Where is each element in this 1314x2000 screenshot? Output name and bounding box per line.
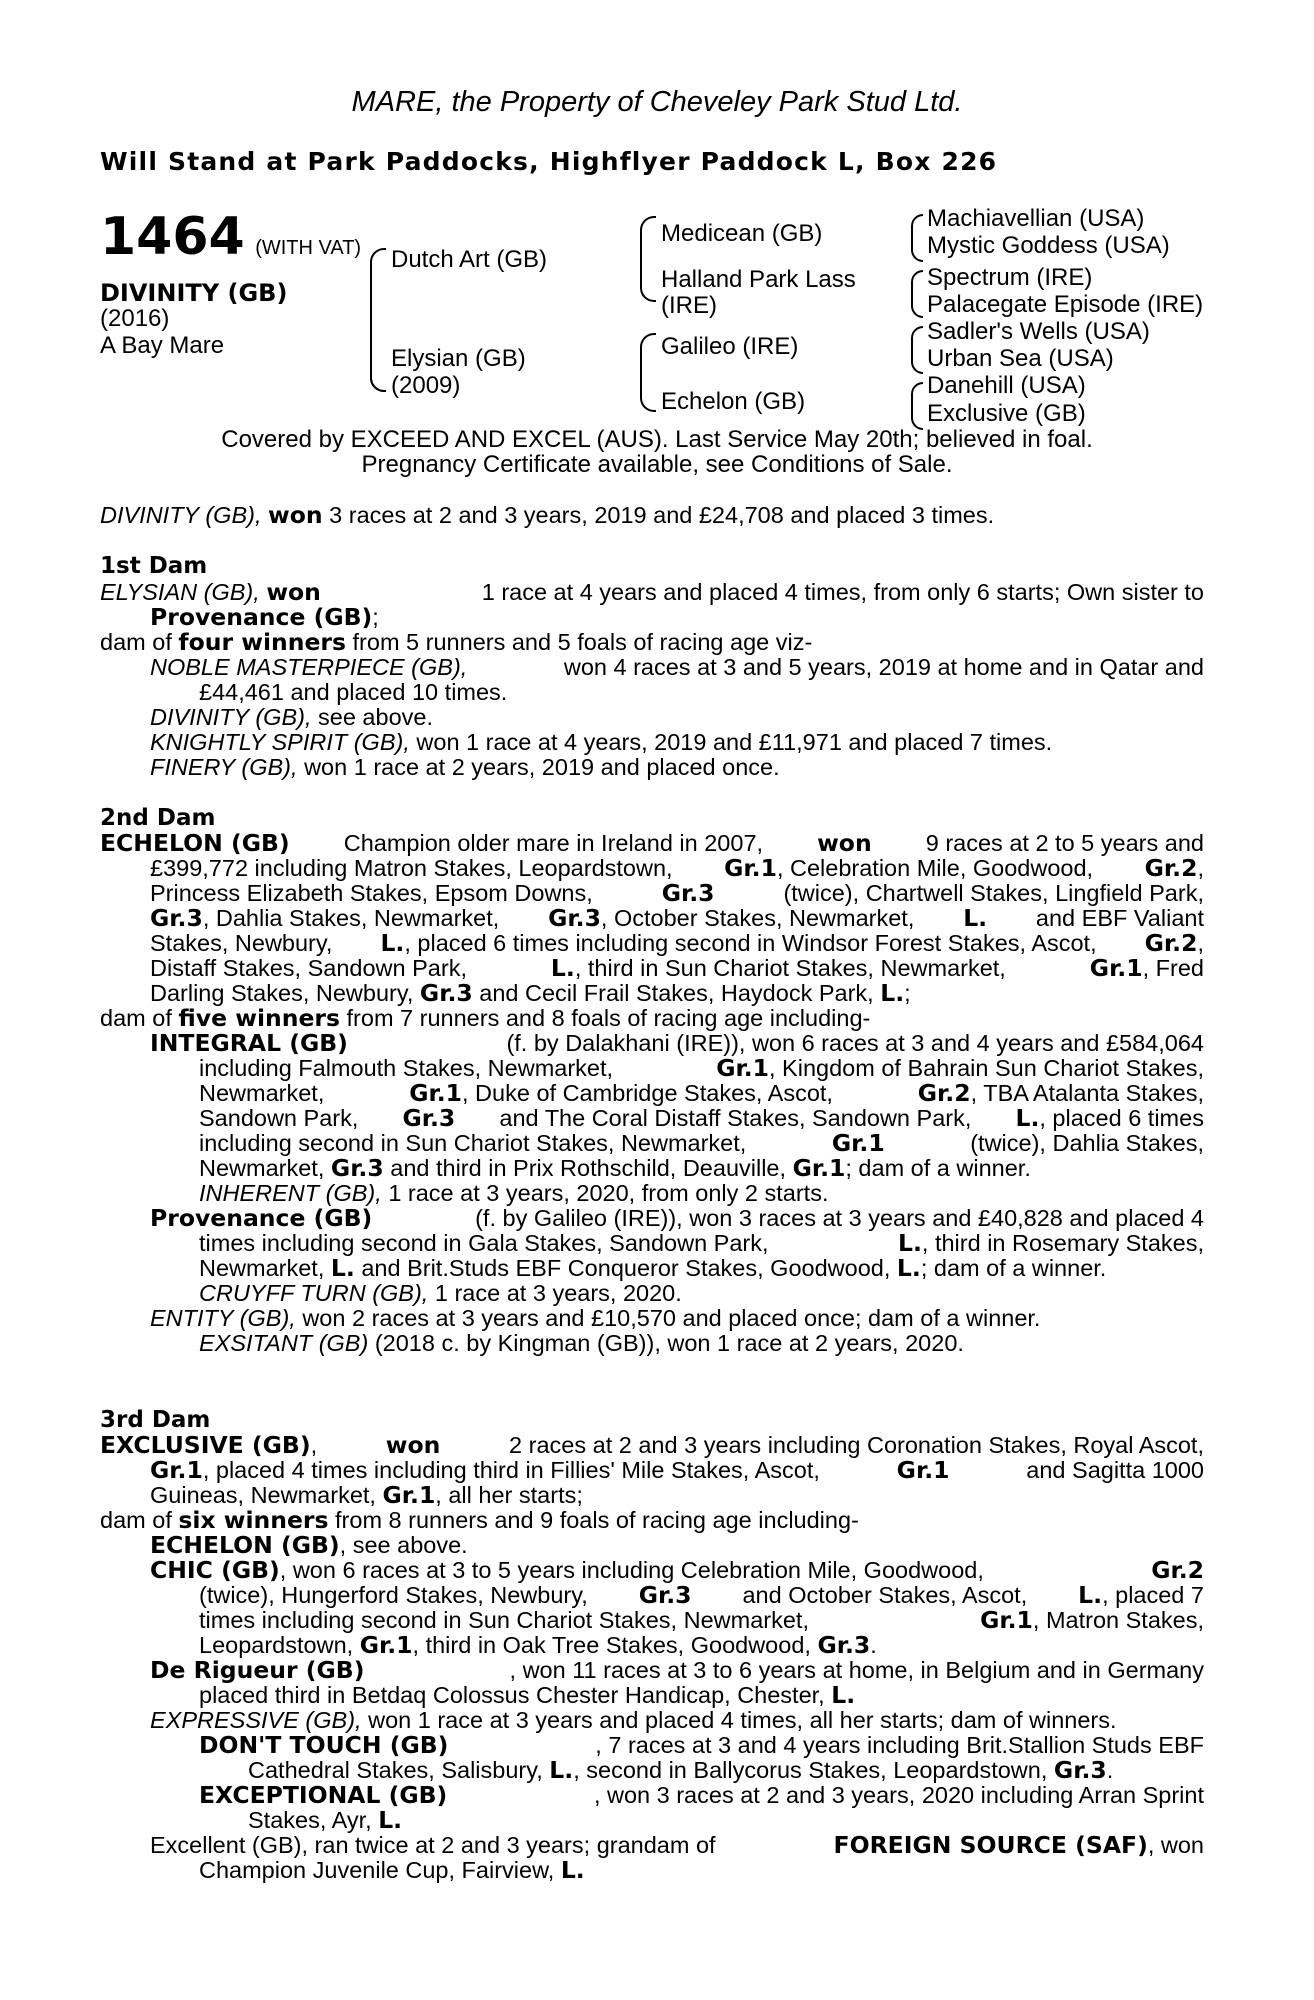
pedigree-gen3-1: Machiavellian (USA): [927, 205, 1145, 232]
progeny-line: [199, 679, 507, 706]
won-label: won: [817, 829, 872, 857]
progeny-line: [150, 1557, 1204, 1584]
dam-text: and Cecil Frail Stakes, Haydock Park,: [479, 980, 874, 1006]
pedigree-sire: Dutch Art (GB): [391, 246, 548, 273]
pregnancy-line: Pregnancy Certificate available, see Conditions of Sale.: [361, 451, 953, 478]
bracket: [911, 382, 923, 430]
progeny-line: [150, 754, 780, 781]
dam-text: (twice), Chartwell Stakes, Lingfield Park,: [783, 880, 1204, 906]
dam-text: Darling Stakes, Newbury,: [150, 980, 414, 1006]
progeny-line: [150, 1832, 1204, 1859]
grade: L.: [963, 904, 988, 932]
grade: Gr.3: [1053, 1756, 1107, 1784]
dam-text: dam of: [100, 1507, 172, 1533]
progeny-line: [199, 1857, 585, 1884]
progeny-line: [199, 1582, 1204, 1609]
dam-text: , October Stakes, Newmarket,: [600, 905, 915, 931]
first-dam-line: [100, 629, 812, 656]
progeny-text: Sandown Park,: [199, 1105, 359, 1131]
progeny-name: De Rigueur (GB): [150, 1656, 365, 1684]
dam-text: Stakes, Newbury,: [150, 930, 333, 956]
dam-text: , placed 4 times including third in Fillies' Mile Stakes, Ascot,: [202, 1457, 820, 1483]
grade: Gr.1: [409, 1079, 462, 1107]
won-label: won: [385, 1431, 441, 1459]
grade: Gr.1: [792, 1154, 846, 1182]
progeny-text: including Falmouth Stakes, Newmarket,: [199, 1055, 614, 1081]
progeny-text: ; dam of a winner.: [845, 1155, 1031, 1181]
sister-name: Provenance (GB): [150, 603, 373, 631]
pedigree-sire-dam: Halland Park Lass: [661, 266, 856, 293]
dam-text: ,: [1197, 930, 1204, 956]
lot-number: 1464: [100, 207, 245, 267]
progeny-line: [199, 1230, 1204, 1257]
progeny-line: [199, 1255, 1106, 1282]
pedigree-dam-year: (2009): [391, 372, 461, 399]
grade: Gr.3: [150, 904, 203, 932]
dam-text: dam of: [100, 1005, 172, 1031]
progeny-line: [150, 1205, 1204, 1232]
progeny-text: , Kingdom of Bahrain Sun Chariot Stakes,: [769, 1055, 1204, 1081]
grade: Gr.3: [402, 1104, 456, 1132]
pedigree-sire-dam-country: (IRE): [661, 292, 717, 319]
bracket: [370, 320, 386, 392]
progeny-text: , Matron Stakes,: [1032, 1607, 1204, 1633]
pedigree-gen3-8: Exclusive (GB): [927, 400, 1086, 427]
bracket: [640, 333, 656, 412]
progeny-text: , placed 7: [1102, 1582, 1204, 1608]
bracket: [911, 270, 923, 318]
grade: Gr.1: [724, 854, 777, 882]
grade: L.: [549, 1756, 574, 1784]
dam-text: and Sagitta 1000: [1026, 1457, 1204, 1483]
progeny-text: Cathedral Stakes, Salisbury,: [248, 1757, 543, 1783]
progeny-name: Provenance (GB): [150, 1204, 373, 1232]
progeny-text: Stakes, Ayr,: [248, 1807, 372, 1833]
third-dam-line: [100, 1432, 1204, 1459]
progeny-text: , second in Ballycorus Stakes, Leopardstown,: [573, 1757, 1048, 1783]
dam-text: ;: [372, 604, 379, 630]
progeny-line: [199, 1280, 682, 1307]
progeny-text: , won 6 races at 3 to 5 years including Celebration Mile, Goodwood,: [279, 1557, 984, 1583]
first-dam-line: [100, 579, 1204, 606]
progeny-line: [199, 1607, 1204, 1634]
third-dam-heading: 3rd Dam: [100, 1407, 211, 1433]
progeny-text: placed third in Betdaq Colossus Chester Handicap, Chester,: [199, 1682, 825, 1708]
covered-line: Covered by EXCEED AND EXCEL (AUS). Last Service May 20th; believed in foal.: [221, 426, 1093, 453]
third-dam-line: [150, 1482, 583, 1509]
progeny-text: won 1 race at 4 years, 2019 and £11,971 and placed 7 times.: [416, 729, 1053, 755]
dam-text: from 7 runners and 8 foals of racing age including-: [346, 1005, 871, 1031]
first-dam-heading: 1st Dam: [100, 553, 208, 579]
progeny-line: [199, 1330, 964, 1357]
second-dam-line: [100, 830, 1204, 857]
progeny-line: [150, 1030, 1204, 1057]
progeny-line: [150, 1657, 1204, 1684]
progeny-text: £44,461 and placed 10 times.: [199, 679, 508, 705]
progeny-text: won 2 races at 3 years and £10,570 and placed once; dam of a winner.: [302, 1305, 1041, 1331]
horse-name: DIVINITY (GB),: [100, 502, 262, 528]
dam-name: ECHELON (GB): [100, 829, 290, 857]
progeny-text: , won: [1147, 1832, 1204, 1858]
pedigree-dam-sire: Galileo (IRE): [661, 333, 799, 360]
progeny-text: , third in Oak Tree Stakes, Goodwood,: [412, 1632, 811, 1658]
progeny-text: Newmarket,: [199, 1255, 325, 1281]
progeny-text: (f. by Dalakhani (IRE)), won 6 races at 3 and 4 years and £584,064: [506, 1030, 1204, 1056]
grade: Gr.1: [359, 1631, 413, 1659]
progeny-name: NOBLE MASTERPIECE (GB),: [150, 654, 468, 680]
won-label: won: [268, 501, 323, 529]
pedigree-gen3-3: Spectrum (IRE): [927, 264, 1093, 291]
progeny-line: [199, 1732, 1204, 1759]
progeny-text: won 1 race at 3 years and placed 4 times, all her starts; dam of winners.: [368, 1707, 1117, 1733]
dam-text: Distaff Stakes, Sandown Park,: [150, 955, 467, 981]
progeny-name: ENTITY (GB),: [150, 1305, 296, 1331]
summary-text: 3 races at 2 and 3 years, 2019 and £24,708 and placed 3 times.: [329, 502, 995, 528]
progeny-text: times including second in Sun Chariot Stakes, Newmarket,: [199, 1607, 809, 1633]
dam-text: , placed 6 times including second in Windsor Forest Stakes, Ascot,: [404, 930, 1097, 956]
dam-text: 2 races at 2 and 3 years including Coronation Stakes, Royal Ascot,: [509, 1432, 1204, 1458]
first-dam-line: [150, 604, 379, 631]
progeny-name: DON'T TOUCH (GB): [199, 1731, 449, 1759]
third-dam-line: [100, 1507, 859, 1534]
dam-text: Champion older mare in Ireland in 2007,: [343, 830, 764, 856]
progeny-text: , won 3 races at 2 and 3 years, 2020 including Arran Sprint: [593, 1782, 1204, 1808]
dam-name: ELYSIAN (GB),: [100, 579, 260, 605]
pedigree-gen3-2: Mystic Goddess (USA): [927, 232, 1170, 259]
progeny-text: , placed 6 times: [1039, 1105, 1204, 1131]
grade: Gr.2: [1144, 929, 1198, 957]
lot-year: (2016): [100, 305, 170, 332]
grade: Gr.3: [661, 879, 715, 907]
grade: Gr.1: [382, 1481, 436, 1509]
page-title: MARE, the Property of Cheveley Park Stud Ltd.: [351, 86, 963, 118]
grade: Gr.3: [330, 1154, 384, 1182]
dam-text: from 5 runners and 5 foals of racing age viz-: [352, 629, 813, 655]
progeny-line: [150, 704, 433, 731]
progeny-line: [248, 1807, 402, 1834]
grade: Gr.1: [980, 1606, 1033, 1634]
grade: L.: [897, 1229, 922, 1257]
bracket: [640, 216, 656, 302]
progeny-text: Newmarket,: [199, 1155, 325, 1181]
progeny-line: [199, 1055, 1204, 1082]
winners-count: six winners: [178, 1506, 329, 1534]
dam-text: , third in Sun Chariot Stakes, Newmarket,: [574, 955, 1006, 981]
progeny-text: including second in Sun Chariot Stakes, Newmarket,: [199, 1130, 747, 1156]
lot-description: A Bay Mare: [100, 332, 225, 359]
second-dam-line: [150, 980, 911, 1007]
progeny-line: [150, 1305, 1040, 1332]
grade: Gr.2: [1151, 1556, 1204, 1584]
grade: Gr.3: [548, 904, 601, 932]
dam-text: Guineas, Newmarket,: [150, 1482, 376, 1508]
progeny-text: see above.: [318, 704, 433, 730]
progeny-text: 1 race at 3 years, 2020, from only 2 starts.: [388, 1180, 829, 1206]
dam-name: EXCLUSIVE (GB): [100, 1431, 311, 1459]
dam-text: , Fred: [1142, 955, 1204, 981]
second-dam-line: [100, 1005, 870, 1032]
pedigree-gen3-6: Urban Sea (USA): [927, 345, 1114, 372]
grade: Gr.1: [896, 1456, 950, 1484]
progeny-name: FINERY (GB),: [150, 754, 298, 780]
grade: Gr.3: [638, 1581, 692, 1609]
progeny-text: , see above.: [339, 1532, 468, 1558]
progeny-line: [199, 1682, 855, 1709]
progeny-name: DIVINITY (GB),: [150, 704, 312, 730]
progeny-line: [199, 1782, 1204, 1809]
grade: L.: [380, 929, 405, 957]
progeny-line: [199, 1130, 1204, 1157]
pedigree-dam: Elysian (GB): [391, 345, 526, 372]
progeny-line: [150, 1707, 1117, 1734]
progeny-text: and October Stakes, Ascot,: [742, 1582, 1028, 1608]
progeny-line: [150, 1532, 468, 1559]
progeny-name: FOREIGN SOURCE (SAF): [833, 1831, 1148, 1859]
progeny-text: and The Coral Distaff Stakes, Sandown Park,: [499, 1105, 972, 1131]
dam-text: and EBF Valiant: [1035, 905, 1204, 931]
grade: Gr.2: [917, 1079, 971, 1107]
vat-label: (WITH VAT): [255, 237, 362, 259]
progeny-text: Leopardstown,: [199, 1632, 354, 1658]
progeny-line: [199, 1632, 877, 1659]
pedigree-dam-dam: Echelon (GB): [661, 388, 806, 415]
grade: L.: [880, 979, 905, 1007]
second-dam-line: [150, 955, 1204, 982]
dam-text: 1 race at 4 years and placed 4 times, from only 6 starts; Own sister to: [481, 579, 1204, 605]
pedigree-gen3-7: Danehill (USA): [927, 372, 1086, 399]
grade: L.: [560, 1856, 585, 1884]
dam-text: from 8 runners and 9 foals of racing age including-: [335, 1507, 859, 1533]
grade: Gr.1: [1089, 954, 1143, 982]
lot-name: DIVINITY (GB): [100, 279, 288, 307]
progeny-line: [199, 1155, 1031, 1182]
progeny-text: , 7 races at 3 and 4 years including Brit.Stallion Studs EBF: [595, 1732, 1204, 1758]
progeny-line: [199, 1180, 829, 1207]
dam-text: , Dahlia Stakes, Newmarket,: [202, 905, 500, 931]
progeny-line: [150, 729, 1052, 756]
progeny-text: Champion Juvenile Cup, Fairview,: [199, 1857, 555, 1883]
progeny-name: KNIGHTLY SPIRIT (GB),: [150, 729, 410, 755]
second-dam-line: [150, 855, 1204, 882]
progeny-text: , TBA Atalanta Stakes,: [970, 1080, 1204, 1106]
progeny-text: (2018 c. by Kingman (GB)), won 1 race at 2 years, 2020.: [374, 1330, 964, 1356]
dam-text: , Celebration Mile, Goodwood,: [776, 855, 1094, 881]
progeny-text: , won 11 races at 3 to 6 years at home, in Belgium and in Germany: [509, 1657, 1204, 1683]
dam-text: ,: [1197, 855, 1204, 881]
progeny-name: EXPRESSIVE (GB),: [150, 1707, 362, 1733]
progeny-name: CRUYFF TURN (GB),: [199, 1280, 429, 1306]
progeny-line: [248, 1757, 1113, 1784]
progeny-text: Excellent (GB), ran twice at 2 and 3 years; grandam of: [150, 1832, 716, 1858]
second-dam-heading: 2nd Dam: [100, 805, 216, 831]
progeny-text: times including second in Gala Stakes, Sandown Park,: [199, 1230, 769, 1256]
winners-count: four winners: [178, 628, 346, 656]
progeny-name: INHERENT (GB),: [199, 1180, 382, 1206]
progeny-text: won 4 races at 3 and 5 years, 2019 at home and in Qatar and: [563, 654, 1204, 680]
location-line: Will Stand at Park Paddocks, Highflyer Paddock L, Box 226: [100, 147, 998, 176]
pedigree-gen3-5: Sadler's Wells (USA): [927, 318, 1150, 345]
progeny-name: CHIC (GB): [150, 1556, 280, 1584]
grade: L.: [378, 1806, 403, 1834]
progeny-line: [199, 1105, 1204, 1132]
pedigree-gen3-4: Palacegate Episode (IRE): [927, 291, 1204, 318]
winners-count: five winners: [178, 1004, 340, 1032]
progeny-text: and third in Prix Rothschild, Deauville,: [390, 1155, 787, 1181]
progeny-text: 1 race at 3 years, 2020.: [434, 1280, 682, 1306]
progeny-text: (twice), Dahlia Stakes,: [970, 1130, 1204, 1156]
progeny-text: .: [870, 1632, 877, 1658]
dam-text: Princess Elizabeth Stakes, Epsom Downs,: [150, 880, 593, 906]
grade: Gr.1: [716, 1054, 769, 1082]
progeny-name: EXCEPTIONAL (GB): [199, 1781, 448, 1809]
progeny-text: (f. by Galileo (IRE)), won 3 races at 3 years and £40,828 and placed 4: [475, 1205, 1204, 1231]
progeny-line: [150, 654, 1204, 681]
dam-text: dam of: [100, 629, 172, 655]
grade: Gr.3: [419, 979, 473, 1007]
progeny-text: , third in Rosemary Stakes,: [921, 1230, 1204, 1256]
third-dam-line: [150, 1457, 1204, 1484]
progeny-text: ; dam of a winner.: [920, 1255, 1107, 1281]
dam-text: ;: [904, 980, 911, 1006]
dam-text: , all her starts;: [435, 1482, 583, 1508]
grade: L.: [1078, 1581, 1103, 1609]
won-label: won: [266, 578, 321, 606]
progeny-line: [199, 1080, 1204, 1107]
dam-text: £399,772 including Matron Stakes, Leopardstown,: [150, 855, 673, 881]
progeny-text: Newmarket,: [199, 1080, 325, 1106]
pedigree-sire-sire: Medicean (GB): [661, 220, 823, 247]
grade: Gr.1: [150, 1456, 203, 1484]
grade: Gr.1: [831, 1129, 885, 1157]
progeny-name: ECHELON (GB): [150, 1531, 340, 1559]
summary-line: [100, 502, 994, 529]
progeny-name: INTEGRAL (GB): [150, 1029, 348, 1057]
lot-block: [100, 207, 361, 267]
grade: L.: [550, 954, 575, 982]
second-dam-line: [150, 880, 1204, 907]
progeny-name: EXSITANT (GB): [199, 1330, 369, 1356]
progeny-text: .: [1106, 1757, 1114, 1783]
progeny-text: and Brit.Studs EBF Conqueror Stakes, Goodwood,: [361, 1255, 891, 1281]
grade: L.: [1015, 1104, 1040, 1132]
grade: Gr.2: [1144, 854, 1198, 882]
dam-text: ,: [310, 1432, 318, 1458]
bracket: [911, 326, 923, 374]
progeny-text: , Duke of Cambridge Stakes, Ascot,: [462, 1080, 833, 1106]
grade: L.: [896, 1254, 921, 1282]
second-dam-line: [150, 905, 1204, 932]
grade: L.: [831, 1681, 856, 1709]
dam-text: 9 races at 2 to 5 years and: [925, 830, 1204, 856]
progeny-text: won 1 race at 2 years, 2019 and placed once.: [304, 754, 780, 780]
progeny-text: (twice), Hungerford Stakes, Newbury,: [199, 1582, 588, 1608]
grade: Gr.3: [817, 1631, 871, 1659]
second-dam-line: [150, 930, 1204, 957]
bracket: [911, 214, 923, 262]
grade: L.: [330, 1254, 355, 1282]
